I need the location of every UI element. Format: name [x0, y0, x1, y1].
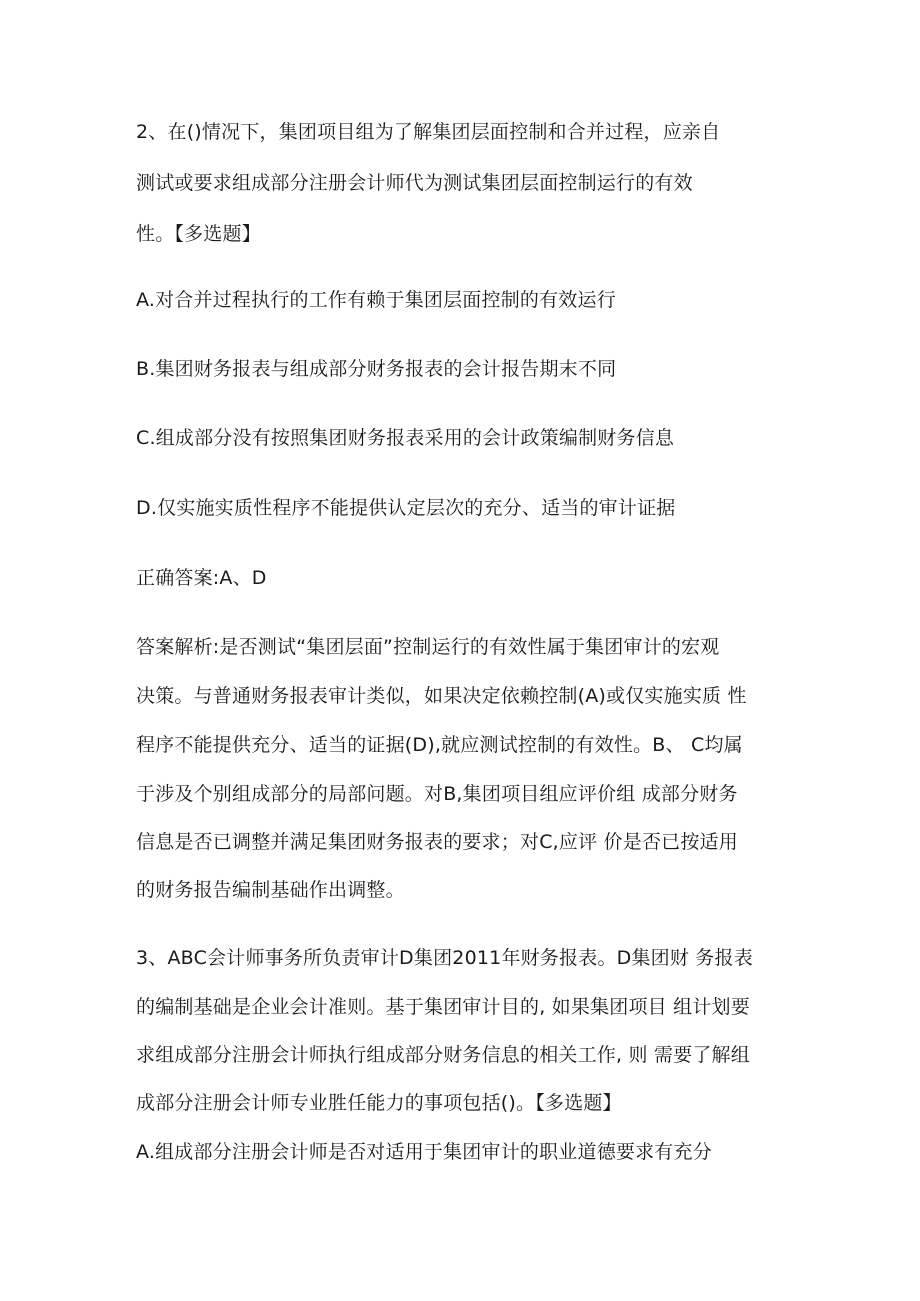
question-3-stem-line-3: 求组成部分注册会计师执行组成部分财务信息的相关工作, 则 需要了解组 [136, 1044, 750, 1066]
question-2-option-b: B.集团财务报表与组成部分财务报表的会计报告期末不同 [136, 358, 617, 380]
question-2-stem-line-2: 测试或要求组成部分注册会计师代为测试集团层面控制运行的有效 [136, 172, 693, 194]
question-2-stem-line-1: 2、在()情况下，集团项目组为了解集团层面控制和合并过程，应亲自 [136, 121, 721, 143]
question-2-analysis-line-5: 信息是否已调整并满足集团财务报表的要求；对C,应评 价是否已按适用 [136, 831, 738, 853]
question-2-option-c: C.组成部分没有按照集团财务报表采用的会计政策编制财务信息 [136, 427, 675, 449]
question-2-option-a: A.对合并过程执行的工作有赖于集团层面控制的有效运行 [136, 289, 616, 311]
question-3-stem-line-4: 成部分注册会计师专业胜任能力的事项包括()。【多选题】 [136, 1092, 622, 1114]
question-2-analysis-line-2: 决策。与普通财务报表审计类似，如果决定依赖控制(A)或仅实施实质 性 [136, 685, 747, 707]
question-2-option-d: D.仅实施实质性程序不能提供认定层次的充分、适当的审计证据 [136, 497, 676, 519]
question-2-analysis-line-1: 答案解析:是否测试“集团层面”控制运行的有效性属于集团审计的宏观 [136, 636, 720, 658]
question-2-answer: 正确答案:A、D [136, 567, 267, 589]
question-3-option-a: A.组成部分注册会计师是否对适用于集团审计的职业道德要求有充分 [136, 1141, 712, 1163]
question-2-analysis-line-6: 的财务报告编制基础作出调整。 [136, 879, 405, 901]
question-3-stem-line-2: 的编制基础是企业会计准则。基于集团审计目的, 如果集团项目 组计划要 [136, 996, 750, 1018]
question-2-analysis-line-3: 程序不能提供充分、适当的证据(D),就应测试控制的有效性。B、 C均属 [136, 734, 743, 756]
question-3-stem-line-1: 3、ABC会计师事务所负责审计D集团2011年财务报表。D集团财 务报表 [136, 947, 753, 969]
question-2-analysis-line-4: 于涉及个别组成部分的局部问题。对B,集团项目组应评价组 成部分财务 [136, 783, 738, 805]
question-2-stem-line-3: 性。【多选题】 [136, 223, 261, 245]
